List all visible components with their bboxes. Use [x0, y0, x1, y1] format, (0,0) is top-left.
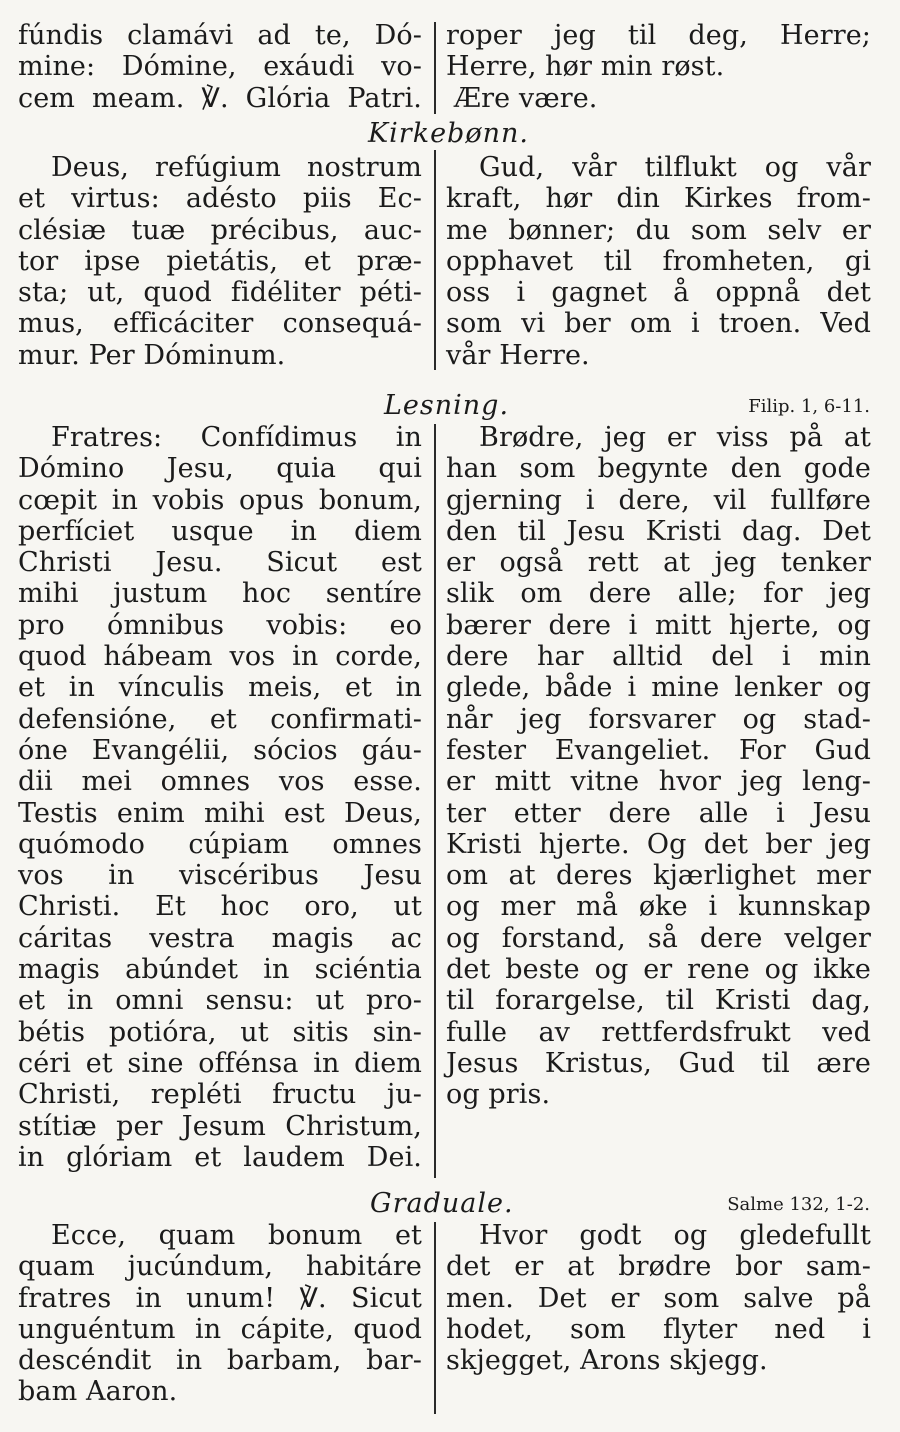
latin-line: mur. Per Dóminum.	[18, 339, 286, 371]
norwegian-line: fester Evangeliet. For Gud	[446, 734, 871, 766]
column-divider	[434, 150, 436, 370]
latin-line: et in omni sensu: ut pro-	[18, 985, 422, 1017]
norwegian-line: vår Herre.	[446, 339, 590, 371]
norwegian-line: når jeg forsvarer og stad-	[446, 703, 871, 735]
latin-line: Christi Jesu. Sicut est	[18, 547, 422, 579]
latin-line: mihi justum hoc sentíre	[18, 578, 422, 610]
latin-line: pro ómnibus vobis: eo	[18, 609, 422, 641]
latin-line: quómodo cúpiam omnes	[18, 828, 422, 860]
norwegian-line: er også rett at jeg tenker	[446, 547, 871, 579]
column-divider	[434, 22, 436, 114]
intro-norwegian-column	[446, 20, 871, 114]
norwegian-line: Hvor godt og gledefullt	[479, 1220, 871, 1251]
norwegian-line: glede, både i mine lenker og	[446, 672, 871, 704]
norwegian-line: er mitt vitne hvor jeg leng-	[446, 766, 871, 798]
norwegian-line: Kristi hjerte. Og det ber jeg	[446, 828, 871, 860]
norwegian-line: oss i gagnet å oppnå det	[446, 277, 871, 309]
latin-line: Christi, repléti fructu ju-	[18, 1079, 422, 1111]
latin-line: fratres in unum! ℣. Sicut	[18, 1282, 422, 1314]
latin-line: Deus, refúgium nostrum	[51, 152, 422, 183]
norwegian-line: og forstand, så dere velger	[446, 922, 871, 954]
latin-line: et in vínculis meis, et in	[18, 672, 422, 704]
latin-line: magis abúndet in sciéntia	[18, 954, 422, 986]
norwegian-line: Brødre, jeg er viss på at	[479, 422, 871, 453]
norwegian-line: kraft, hør din Kirkes from-	[446, 183, 871, 215]
norwegian-line: ter etter dere alle i Jesu	[446, 797, 871, 829]
norwegian-line: Gud, vår tilflukt og vår	[479, 152, 871, 183]
norwegian-line: roper jeg til deg, Herre;	[446, 20, 871, 51]
norwegian-line: Ære være.	[454, 82, 598, 114]
norwegian-line: det er at brødre bor sam-	[446, 1251, 871, 1283]
latin-line: defensióne, et confirmati-	[18, 703, 422, 735]
kirkebonn-norwegian-column	[446, 152, 871, 371]
norwegian-line: dere har alltid del i min	[446, 641, 871, 673]
latin-line: in glóriam et laudem Dei.	[18, 1141, 422, 1173]
lesning-norwegian-column	[446, 422, 871, 1111]
norwegian-line: me bønner; du som selv er	[446, 214, 871, 246]
latin-line: quam jucúndum, habitáre	[18, 1251, 422, 1283]
latin-line: mine: Dómine, exáudi vo-	[18, 51, 422, 83]
latin-line: óne Evangélii, sócios gáu-	[18, 734, 422, 766]
latin-line: quod hábeam vos in corde,	[18, 641, 422, 673]
latin-line: vos in viscéribus Jesu	[18, 860, 422, 892]
lesning-latin-column	[18, 422, 422, 1173]
latin-line: Christi. Et hoc oro, ut	[18, 891, 422, 923]
graduale-norwegian-column	[446, 1220, 871, 1376]
latin-line: mus, efficáciter consequá-	[18, 308, 422, 340]
norwegian-line: fulle av rettferdsfrukt ved	[446, 1016, 871, 1048]
latin-line: cáritas vestra magis ac	[18, 922, 422, 954]
intro-latin-column	[18, 20, 422, 114]
latin-line: Fratres: Confídimus in	[51, 422, 422, 453]
kirkebonn-latin-column	[18, 152, 422, 371]
norwegian-line: som vi ber om i troen. Ved	[446, 308, 871, 340]
section-heading-kirkebonn: Kirkebønn.	[368, 118, 529, 149]
norwegian-line: han som begynte den gode	[446, 453, 871, 485]
norwegian-line: og pris.	[446, 1079, 551, 1111]
norwegian-line: det beste og er rene og ikke	[446, 954, 871, 986]
latin-line: descéndit in barbam, bar-	[18, 1345, 422, 1377]
norwegian-line: den til Jesu Kristi dag. Det	[446, 515, 871, 547]
column-divider	[434, 424, 436, 1178]
norwegian-line: skjegget, Arons skjegg.	[446, 1345, 768, 1377]
latin-line: Dómino Jesu, quia qui	[18, 453, 422, 485]
section-heading-graduale: Graduale.	[370, 1188, 514, 1219]
latin-line: stítiæ per Jesum Christum,	[18, 1110, 422, 1142]
latin-line: cœpit in vobis opus bonum,	[18, 484, 422, 516]
norwegian-line: bærer dere i mitt hjerte, og	[446, 609, 871, 641]
norwegian-line: Jesus Kristus, Gud til ære	[446, 1047, 871, 1079]
norwegian-line: Herre, hør min røst.	[446, 51, 725, 83]
latin-line: et virtus: adésto piis Ec-	[18, 183, 422, 215]
latin-line: Ecce, quam bonum et	[51, 1220, 422, 1251]
graduale-latin-column	[18, 1220, 422, 1408]
latin-line: sta; ut, quod fidéliter péti-	[18, 277, 422, 309]
scripture-reference: Filip. 1, 6-11.	[748, 396, 870, 417]
latin-line: cem meam. ℣. Glória Patri.	[18, 82, 422, 114]
norwegian-line: hodet, som flyter ned i	[446, 1313, 871, 1345]
norwegian-line: men. Det er som salve på	[446, 1282, 871, 1314]
latin-line: perfíciet usque in diem	[18, 515, 422, 547]
latin-line: céri et sine offénsa in diem	[18, 1047, 422, 1079]
column-divider	[434, 1222, 436, 1414]
norwegian-line: og mer må øke i kunnskap	[446, 891, 871, 923]
latin-line: unguéntum in cápite, quod	[18, 1313, 422, 1345]
latin-line: bam Aaron.	[18, 1376, 178, 1408]
latin-line: fúndis clamávi ad te, Dó-	[18, 20, 422, 51]
latin-line: tor ipse pietátis, et præ-	[18, 245, 422, 277]
norwegian-line: gjerning i dere, vil fullføre	[446, 484, 871, 516]
norwegian-line: til forargelse, til Kristi dag,	[446, 985, 871, 1017]
latin-line: Testis enim mihi est Deus,	[18, 797, 422, 829]
latin-line: clésiæ tuæ précibus, auc-	[18, 214, 422, 246]
section-heading-lesning: Lesning.	[384, 390, 510, 421]
latin-line: bétis potióra, ut sitis sin-	[18, 1016, 422, 1048]
norwegian-line: slik om dere alle; for jeg	[446, 578, 871, 610]
scripture-reference: Salme 132, 1-2.	[727, 1194, 870, 1215]
latin-line: dii mei omnes vos esse.	[18, 766, 422, 798]
norwegian-line: opphavet til fromheten, gi	[446, 245, 871, 277]
norwegian-line: om at deres kjærlighet mer	[446, 860, 871, 892]
